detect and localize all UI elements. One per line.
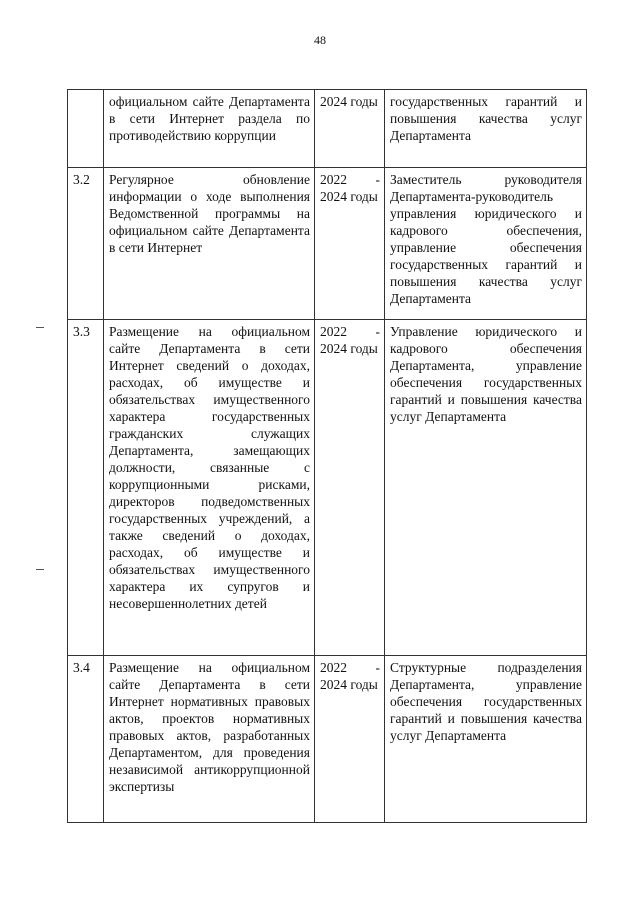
term-end: 2024 годы [320, 677, 378, 692]
term-end: 2024 годы [320, 189, 378, 204]
responsible-executor: Заместитель руководителя Департамента-руководитель управления юридического и кадрового обеспечения, управление обеспечения государственных гарантий и повышения качества услуг Департамента [385, 168, 587, 320]
term-cell [315, 656, 385, 823]
responsible-executor: государственных гарантий и повышения качества услуг Департамента [385, 90, 587, 168]
term-start: 2022 [320, 172, 347, 187]
page-number: 48 [314, 33, 326, 47]
term-cell [315, 320, 385, 656]
responsible-executor: Управление юридического и кадрового обеспечения Департамента, управление обеспечения государственных гарантий и повышения качества услуг Департамента [385, 320, 587, 656]
table-row [68, 320, 587, 656]
table-row [68, 168, 587, 320]
term-end: 2024 годы [320, 341, 378, 356]
term-cell [315, 90, 385, 168]
term-dash: - [375, 324, 380, 339]
row-number: 3.4 [68, 656, 104, 823]
term-start: 2022 [320, 324, 347, 339]
measure-name: официальном сайте Департамента в сети Интернет раздела по противодействию коррупции [104, 90, 315, 168]
margin-mark [36, 327, 44, 328]
measures-table [67, 89, 587, 823]
measure-name: Размещение на официальном сайте Департамента в сети Интернет нормативных правовых актов, проектов нормативных правовых актов, разработанных Департаментом, для проведения независимой антикоррупционной экспертизы [104, 656, 315, 823]
row-number: 3.2 [68, 168, 104, 320]
term-dash: - [375, 660, 380, 675]
term-end: 2024 годы [320, 94, 378, 109]
term-start: 2022 [320, 660, 347, 675]
term-dash: - [375, 172, 380, 187]
measure-name: Регулярное обновление информации о ходе выполнения Ведомственной программы на официальном сайте Департамента в сети Интернет [104, 168, 315, 320]
row-number [68, 90, 104, 168]
term-cell [315, 168, 385, 320]
margin-mark [36, 569, 44, 570]
table-row [68, 90, 587, 168]
row-number: 3.3 [68, 320, 104, 656]
responsible-executor: Структурные подразделения Департамента, управление обеспечения государственных гарантий и повышения качества услуг Департамента [385, 656, 587, 823]
table-row [68, 656, 587, 823]
measure-name: Размещение на официальном сайте Департамента в сети Интернет сведений о доходах, расходах, об имуществе и обязательствах имущественного характера государственных гражданских служащих Департамента, замещающих должности, связанные с коррупционными рисками, директоров подведомственных государственных учреждений, а также сведений о доходах, расходах, об имуществе и обязательствах имущественного характера их супругов и несовершеннолетних детей [104, 320, 315, 656]
